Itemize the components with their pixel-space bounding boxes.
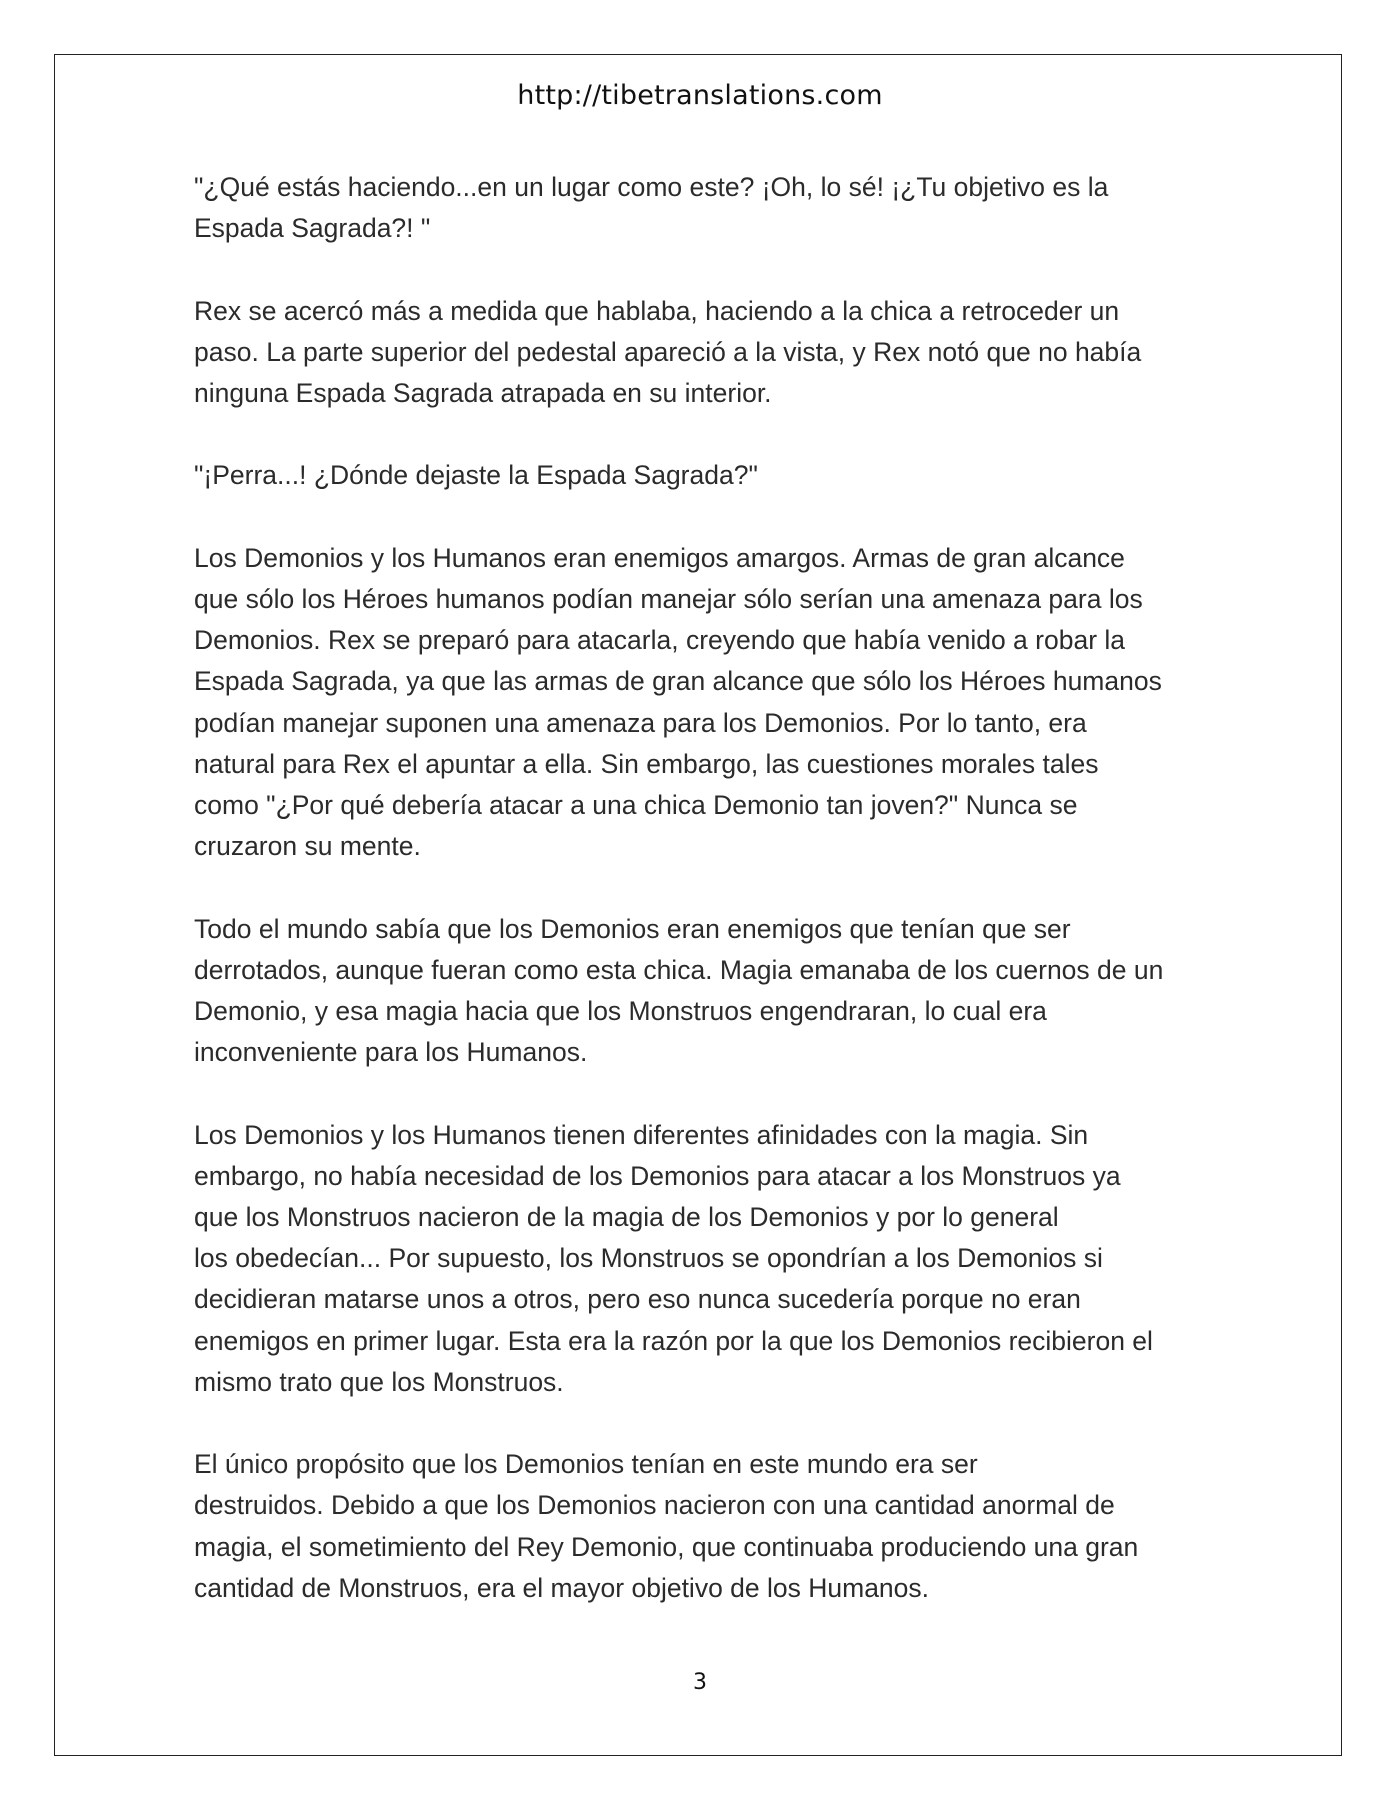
text-line: embargo, no había necesidad de los Demonios para atacar a los Monstruos ya	[194, 1160, 1121, 1191]
text-line: Demonios. Rex se preparó para atacarla, creyendo que había venido a robar la	[194, 625, 1126, 656]
text-line: Rex se acercó más a medida que hablaba, haciendo a la chica a retroceder un	[194, 295, 1120, 326]
text-line: "¡Perra...! ¿Dónde dejaste la Espada Sagrada?"	[194, 460, 758, 491]
paragraph	[194, 1444, 1224, 1609]
text-line: inconveniente para los Humanos.	[194, 1037, 588, 1068]
text-line: decidieran matarse unos a otros, pero eso nunca sucedería porque no eran	[194, 1284, 1081, 1315]
text-line: Los Demonios y los Humanos tienen diferentes afinidades con la magia. Sin	[194, 1119, 1089, 1150]
text-line: Espada Sagrada?! "	[194, 213, 431, 244]
text-line: Demonio, y esa magia hacia que los Monstruos engendraran, lo cual era	[194, 996, 1047, 1026]
paragraph	[194, 291, 1224, 415]
paragraph	[194, 455, 1224, 496]
page-number: 3	[693, 1670, 707, 1695]
paragraph	[194, 909, 1224, 1074]
paragraph	[194, 1115, 1224, 1403]
paragraph	[194, 538, 1224, 868]
text-line: podían manejar suponen una amenaza para los Demonios. Por lo tanto, era	[194, 707, 1087, 738]
text-line: como "¿Por qué debería atacar a una chica Demonio tan joven?" Nunca se	[194, 790, 1078, 820]
text-line: destruidos. Debido a que los Demonios nacieron con una cantidad anormal de	[194, 1490, 1115, 1521]
text-line: "¿Qué estás haciendo...en un lugar como este? ¡Oh, lo sé! ¡¿Tu objetivo es la	[194, 172, 1109, 202]
text-line: Todo el mundo sabía que los Demonios eran enemigos que tenían que ser	[194, 913, 1071, 944]
text-line: El único propósito que los Demonios tenían en este mundo era ser	[194, 1449, 978, 1480]
paragraph	[194, 167, 1224, 249]
text-line: que sólo los Héroes humanos podían manejar sólo serían una amenaza para los	[194, 583, 1143, 614]
body-text	[194, 167, 1224, 1650]
header-url: http://tibetranslations.com	[517, 80, 883, 111]
text-line: que los Monstruos nacieron de la magia de los Demonios y por lo general	[194, 1202, 1059, 1232]
text-line: enemigos en primer lugar. Esta era la razón por la que los Demonios recibieron el	[194, 1325, 1153, 1356]
text-line: cruzaron su mente.	[194, 831, 421, 862]
text-line: Espada Sagrada, ya que las armas de gran alcance que sólo los Héroes humanos	[194, 666, 1162, 697]
text-line: paso. La parte superior del pedestal apareció a la vista, y Rex notó que no había	[194, 336, 1142, 367]
text-line: derrotados, aunque fueran como esta chica. Magia emanaba de los cuernos de un	[194, 954, 1164, 985]
text-line: ninguna Espada Sagrada atrapada en su interior.	[194, 378, 772, 408]
text-line: cantidad de Monstruos, era el mayor objetivo de los Humanos.	[194, 1572, 930, 1603]
text-line: natural para Rex el apuntar a ella. Sin embargo, las cuestiones morales tales	[194, 748, 1099, 779]
text-line: magia, el sometimiento del Rey Demonio, que continuaba produciendo una gran	[194, 1531, 1139, 1562]
text-line: mismo trato que los Monstruos.	[194, 1366, 564, 1397]
text-line: los obedecían... Por supuesto, los Monstruos se opondrían a los Demonios si	[194, 1243, 1103, 1274]
text-line: Los Demonios y los Humanos eran enemigos amargos. Armas de gran alcance	[194, 542, 1125, 573]
